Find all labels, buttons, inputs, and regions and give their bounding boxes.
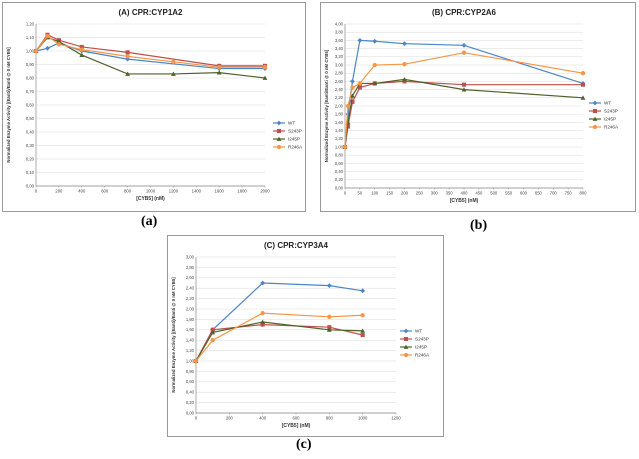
x-tick-label: 600 bbox=[101, 188, 109, 194]
x-tick-label: 150 bbox=[386, 190, 394, 196]
x-tick-label: 1000 bbox=[358, 415, 368, 421]
legend-item bbox=[273, 121, 295, 126]
series-s243p bbox=[194, 323, 365, 363]
legend-marker bbox=[593, 125, 597, 129]
x-axis-label: [CYB5] (nM) bbox=[449, 198, 479, 204]
series-line bbox=[196, 322, 363, 361]
y-tick-label: 0,80 bbox=[334, 152, 343, 158]
x-tick-label: 350 bbox=[445, 190, 453, 196]
data-point bbox=[581, 83, 585, 87]
data-point bbox=[402, 41, 407, 46]
x-axis-label: [CYB5] (nM) bbox=[136, 196, 165, 202]
y-tick-label: 1,00 bbox=[334, 144, 343, 150]
chart-c-svg bbox=[168, 236, 443, 436]
data-point bbox=[45, 46, 50, 51]
y-tick-label: 3,40 bbox=[334, 46, 343, 51]
y-tick-label: 2,20 bbox=[185, 296, 194, 301]
x-tick-label: 1200 bbox=[168, 188, 179, 194]
chart-panel-a bbox=[2, 2, 306, 212]
y-tick-label: 1,00 bbox=[25, 48, 34, 54]
legend-label: S243P bbox=[288, 128, 302, 134]
y-tick-label: 2,60 bbox=[185, 275, 194, 281]
data-point bbox=[360, 288, 365, 293]
caption-c: (c) bbox=[296, 437, 312, 452]
y-tick-label: 0,30 bbox=[25, 142, 34, 148]
data-point bbox=[343, 145, 347, 149]
data-point bbox=[126, 50, 130, 54]
chart-a-svg bbox=[3, 3, 305, 211]
x-axis-label: [CYB5] (nM) bbox=[281, 423, 311, 429]
x-tick-label: 650 bbox=[534, 190, 542, 196]
y-tick-label: 0,40 bbox=[25, 129, 34, 135]
y-tick-label: 1,00 bbox=[185, 358, 194, 364]
legend-item bbox=[589, 101, 611, 106]
y-tick-label: 2,80 bbox=[185, 264, 194, 270]
data-point bbox=[171, 60, 175, 64]
data-point bbox=[217, 65, 221, 69]
x-tick-label: 250 bbox=[415, 190, 423, 196]
y-tick-label: 0,20 bbox=[185, 400, 194, 405]
y-tick-label: 0,10 bbox=[25, 169, 34, 175]
x-tick-label: 300 bbox=[430, 190, 438, 196]
legend-item bbox=[400, 353, 430, 358]
y-tick-label: 4,00 bbox=[334, 21, 343, 27]
series-line bbox=[196, 283, 363, 361]
x-tick-label: 800 bbox=[124, 188, 132, 194]
chart-title: (A) CPR:CYP1A2 bbox=[118, 8, 183, 17]
chart-panel-b bbox=[320, 2, 636, 212]
x-tick-label: 750 bbox=[564, 190, 572, 196]
x-tick-label: 800 bbox=[325, 415, 333, 421]
y-tick-label: 1,80 bbox=[334, 111, 343, 117]
x-tick-label: 1600 bbox=[214, 188, 224, 194]
x-tick-label: 450 bbox=[475, 190, 483, 196]
legend-item bbox=[589, 117, 616, 122]
y-tick-label: 1,60 bbox=[334, 119, 343, 125]
x-tick-label: 2000 bbox=[260, 188, 270, 194]
legend-label: I245P bbox=[415, 344, 428, 350]
data-point bbox=[346, 104, 350, 108]
legend-item bbox=[400, 345, 427, 350]
chart-title: (B) CPR:CYP2A6 bbox=[431, 8, 497, 17]
x-tick-label: 200 bbox=[55, 188, 63, 194]
y-tick-label: 3,60 bbox=[334, 37, 343, 43]
legend-item bbox=[589, 109, 618, 114]
y-tick-label: 3,80 bbox=[334, 29, 343, 35]
y-tick-label: 0,00 bbox=[334, 185, 343, 191]
data-point bbox=[57, 42, 61, 46]
y-tick-label: 0,60 bbox=[25, 102, 34, 108]
y-tick-label: 0,20 bbox=[25, 156, 34, 162]
y-tick-label: 2,40 bbox=[185, 285, 194, 291]
caption-a: (a) bbox=[141, 214, 158, 229]
data-point bbox=[462, 43, 467, 48]
y-tick-label: 2,20 bbox=[334, 95, 343, 101]
y-tick-label: 0,50 bbox=[25, 115, 34, 121]
y-tick-label: 1,10 bbox=[25, 34, 34, 40]
legend-marker bbox=[277, 145, 281, 149]
x-tick-label: 1200 bbox=[391, 415, 401, 421]
x-tick-label: 1000 bbox=[145, 188, 156, 194]
y-tick-label: 1,20 bbox=[25, 21, 34, 27]
x-tick-label: 400 bbox=[259, 415, 267, 421]
y-tick-label: 0,90 bbox=[25, 61, 34, 67]
legend-label: WT bbox=[288, 120, 296, 126]
data-point bbox=[45, 34, 49, 38]
data-point bbox=[357, 38, 362, 43]
data-point bbox=[358, 81, 362, 85]
x-tick-label: 800 bbox=[579, 190, 587, 196]
data-point bbox=[263, 65, 267, 69]
series-line bbox=[196, 313, 363, 361]
legend-label: S243P bbox=[604, 108, 618, 114]
data-point bbox=[79, 53, 84, 57]
legend-marker bbox=[593, 101, 598, 106]
y-tick-label: 0,00 bbox=[25, 183, 34, 189]
y-tick-label: 1,40 bbox=[334, 128, 343, 133]
x-tick-label: 600 bbox=[292, 415, 300, 421]
x-tick-label: 400 bbox=[460, 190, 468, 196]
data-point bbox=[327, 315, 331, 319]
legend-item bbox=[589, 125, 619, 130]
x-tick-label: 400 bbox=[78, 188, 86, 194]
chart-panel-c bbox=[167, 235, 444, 437]
y-tick-label: 3,00 bbox=[334, 62, 343, 68]
y-tick-label: 0,70 bbox=[25, 88, 34, 94]
x-tick-label: 0 bbox=[34, 188, 38, 194]
y-tick-label: 2,40 bbox=[334, 87, 343, 92]
legend-marker bbox=[593, 109, 597, 113]
y-tick-label: 0,20 bbox=[334, 177, 343, 183]
x-tick-label: 600 bbox=[520, 190, 527, 196]
y-tick-label: 2,00 bbox=[334, 103, 343, 109]
y-tick-label: 0,40 bbox=[185, 389, 194, 395]
x-tick-label: 50 bbox=[357, 190, 363, 196]
x-tick-label: 500 bbox=[490, 190, 498, 196]
x-tick-label: 0 bbox=[194, 415, 198, 421]
x-tick-label: 700 bbox=[549, 190, 557, 196]
y-tick-label: 0,40 bbox=[334, 169, 343, 174]
legend-marker bbox=[404, 353, 408, 357]
data-point bbox=[361, 333, 365, 337]
legend-label: S243P bbox=[415, 336, 429, 342]
y-axis-label: Normalized Enzyme Activity [(Eanti)/Eanti @ 0 nM CYB5] bbox=[171, 277, 176, 393]
x-tick-label: 550 bbox=[505, 190, 513, 196]
legend-marker bbox=[404, 329, 409, 334]
series-line bbox=[36, 36, 265, 67]
x-tick-label: 0 bbox=[343, 190, 347, 196]
x-tick-label: 100 bbox=[371, 190, 379, 196]
data-point bbox=[211, 338, 215, 342]
x-tick-label: 1400 bbox=[191, 188, 201, 194]
y-tick-label: 1,20 bbox=[185, 348, 194, 353]
data-point bbox=[372, 39, 377, 44]
legend-label: R246A bbox=[604, 124, 619, 130]
series-s243p bbox=[34, 33, 267, 68]
legend-marker bbox=[277, 121, 282, 126]
data-point bbox=[80, 47, 84, 51]
data-point bbox=[194, 359, 198, 363]
y-tick-label: 0,60 bbox=[334, 160, 343, 166]
data-point bbox=[261, 311, 265, 315]
x-tick-label: 200 bbox=[225, 415, 233, 421]
legend-item bbox=[273, 137, 300, 142]
y-axis-label: Normalized Enzyme Activity [Eanti/Eanti @ 0 nM CYB5] bbox=[324, 49, 329, 163]
y-axis-label: Normalized Enzyme Activity [(Eanti)/Eanti @ 0 nM CYB5] bbox=[6, 47, 11, 163]
y-tick-label: 1,60 bbox=[185, 327, 194, 333]
x-tick-label: 1800 bbox=[237, 188, 247, 194]
series-wt bbox=[194, 281, 365, 364]
series-i245p bbox=[343, 77, 586, 149]
y-tick-label: 0,80 bbox=[25, 75, 34, 81]
legend-item bbox=[400, 329, 422, 334]
caption-b: (b) bbox=[470, 218, 488, 233]
legend-label: I245P bbox=[604, 116, 617, 122]
series-i245p bbox=[34, 35, 268, 80]
data-point bbox=[462, 83, 466, 87]
data-point bbox=[34, 49, 38, 53]
legend-item bbox=[273, 145, 303, 150]
y-tick-label: 1,20 bbox=[334, 136, 343, 142]
y-tick-label: 0,60 bbox=[185, 379, 194, 385]
data-point bbox=[462, 51, 466, 55]
y-tick-label: 0,80 bbox=[185, 368, 194, 374]
series-r246a bbox=[194, 311, 365, 363]
y-tick-label: 0,00 bbox=[185, 410, 194, 416]
legend-item bbox=[400, 337, 429, 342]
legend-marker bbox=[404, 337, 408, 341]
y-tick-label: 2,60 bbox=[334, 78, 343, 84]
data-point bbox=[125, 54, 129, 58]
legend-label: R246A bbox=[288, 144, 303, 150]
data-point bbox=[373, 63, 377, 67]
chart-title: (C) CPR:CYP3A4 bbox=[263, 241, 329, 250]
data-point bbox=[581, 71, 585, 75]
legend-label: WT bbox=[415, 328, 423, 334]
y-tick-label: 3,20 bbox=[334, 54, 343, 60]
legend-label: R246A bbox=[415, 352, 430, 358]
legend-item bbox=[273, 129, 302, 134]
data-point bbox=[350, 85, 354, 89]
legend-marker bbox=[277, 129, 281, 133]
data-point bbox=[327, 283, 332, 288]
data-point bbox=[361, 313, 365, 317]
series-line bbox=[345, 53, 583, 147]
data-point bbox=[350, 79, 355, 84]
series-i245p bbox=[194, 320, 365, 363]
legend-label: WT bbox=[604, 100, 612, 106]
y-tick-label: 1,40 bbox=[185, 337, 194, 343]
y-tick-label: 3,00 bbox=[185, 254, 194, 260]
series-line bbox=[345, 40, 583, 147]
series-r246a bbox=[343, 51, 585, 150]
legend-label: I245P bbox=[288, 136, 301, 142]
y-tick-label: 2,80 bbox=[334, 70, 343, 76]
series-r246a bbox=[34, 34, 267, 69]
y-tick-label: 2,00 bbox=[185, 306, 194, 312]
chart-b-svg bbox=[321, 3, 635, 211]
y-tick-label: 1,80 bbox=[185, 316, 194, 322]
data-point bbox=[402, 62, 406, 66]
x-tick-label: 200 bbox=[401, 190, 408, 196]
